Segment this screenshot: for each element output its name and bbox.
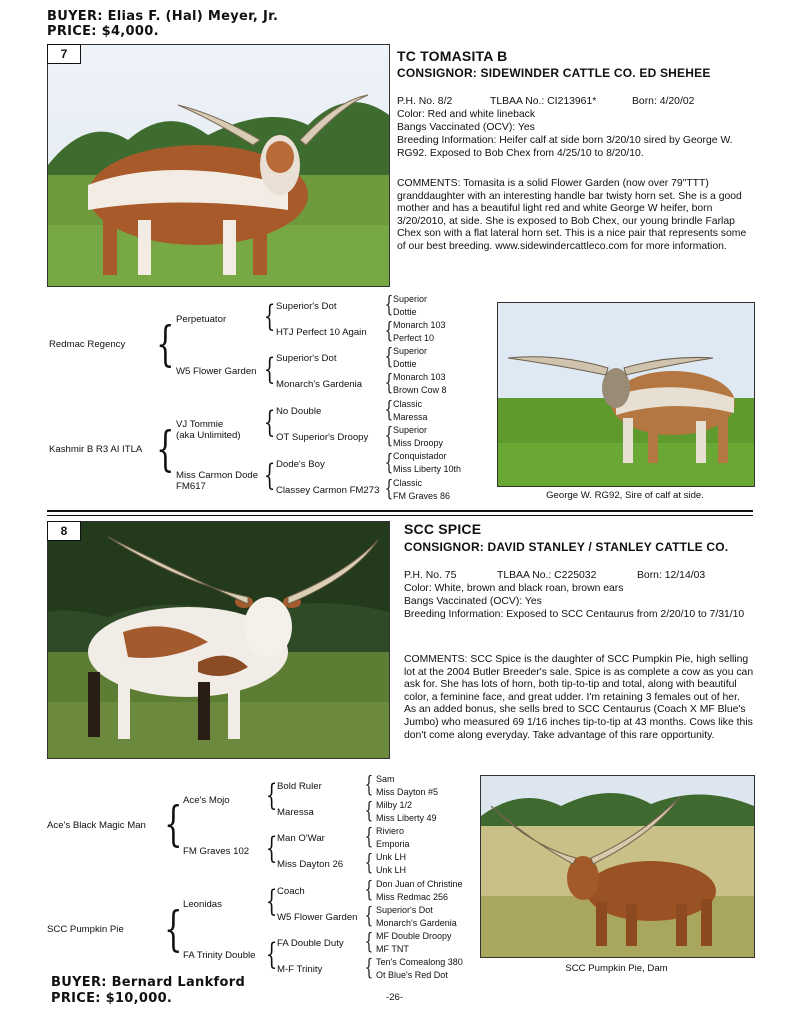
lot8-cow-photo bbox=[47, 521, 390, 759]
lot7-ped-g3-7: Dode's Boy bbox=[276, 459, 325, 470]
lot-separator-thin bbox=[47, 515, 753, 516]
lot7-ped-g4-14: Miss Liberty 10th bbox=[393, 464, 462, 474]
lot8-color: Color: White, brown and black roan, brown ears bbox=[404, 583, 624, 594]
lot8-dam-caption: SCC Pumpkin Pie, Dam bbox=[565, 963, 668, 974]
lot7-ped-g4-10: Maressa bbox=[393, 412, 428, 422]
lot8-ped-g4-15: Ten's Comealong 380 bbox=[376, 957, 463, 967]
lot7-ped-g3-3: Superior's Dot bbox=[276, 353, 337, 364]
lot8-ped-g3-5: Coach bbox=[277, 886, 305, 897]
lot7-tlbaa-number: TLBAA No.: CI213961* bbox=[490, 96, 597, 107]
lot7-comments: COMMENTS: Tomasita is a solid Flower Garden (now over 79"TTT) granddaughter with an interesting handle bar twisty horn set. She is a good mother and has a beautiful light red and white George W heifer, born 3/20/2010, at side. She is exposed to Bob Chex, our young brindle Farlap Chex son with a flat lateral horn set. This is a nice pair that represents some of our best breeding. www.sidewindercattleco.com for more information. bbox=[397, 178, 747, 252]
lot7-ped-g2-4: Miss Carmon Dode FM617 bbox=[176, 470, 259, 492]
lot7-consignor: CONSIGNOR: SIDEWINDER CATTLE CO. ED SHEHEE bbox=[397, 66, 711, 80]
lot7-ped-g4-6: Dottie bbox=[393, 359, 417, 369]
top-buyer-name: BUYER: Elias F. (Hal) Meyer, Jr. bbox=[47, 9, 279, 24]
lot8-ped-g4-1: Sam bbox=[376, 774, 395, 784]
lot8-breeding-info: Breeding Information: Exposed to SCC Centaurus from 2/20/10 to 7/31/10 bbox=[404, 609, 745, 620]
lot7-ped-g2-3: VJ Tommie (aka Unlimited) bbox=[176, 419, 241, 441]
lot7-ped-g4-12: Miss Droopy bbox=[393, 438, 444, 448]
lot7-ped-g4-2: Dottie bbox=[393, 307, 417, 317]
lot8-ped-dam: SCC Pumpkin Pie bbox=[47, 924, 124, 935]
lot7-ped-g4-15: Classic bbox=[393, 478, 423, 488]
lot8-ped-g4-13: MF Double Droopy bbox=[376, 931, 452, 941]
lot7-brace-g3-6: { bbox=[384, 424, 394, 449]
lot8-ped-g4-5: Riviero bbox=[376, 826, 405, 836]
lot8-ped-g4-2: Miss Dayton #5 bbox=[376, 787, 439, 797]
lot7-ped-g4-1: Superior bbox=[393, 294, 428, 304]
lot8-number-badge: 8 bbox=[47, 521, 81, 541]
lot7-ped-dam: Kashmir B R3 AI ITLA bbox=[49, 444, 143, 455]
top-buyer-price: PRICE: $4,000. bbox=[47, 24, 159, 39]
lot7-brace-g3-5: { bbox=[384, 398, 394, 423]
lot7-animal-name: TC TOMASITA B bbox=[397, 48, 508, 64]
lot7-brace-g2-3: { bbox=[263, 405, 276, 440]
lot7-ped-g4-13: Conquistador bbox=[393, 451, 447, 461]
lot7-ped-g4-4: Perfect 10 bbox=[393, 333, 435, 343]
lot7-number-badge: 7 bbox=[47, 44, 81, 64]
lot7-brace-g3-3: { bbox=[384, 345, 394, 370]
lot8-brace-g3-1: { bbox=[364, 773, 374, 798]
page-number: -26- bbox=[386, 992, 404, 1003]
lot7-sire-photo bbox=[497, 302, 755, 487]
lot8-tlbaa-number: TLBAA No.: C225032 bbox=[497, 570, 597, 581]
lot7-ped-g3-5: No Double bbox=[276, 406, 322, 417]
lot8-birth-date: Born: 12/14/03 bbox=[637, 570, 706, 581]
lot7-ped-g4-3: Monarch 103 bbox=[393, 320, 446, 330]
lot7-breeding-info: Breeding Information: Heifer calf at side born 3/20/10 sired by George W. RG92. Exposed to Bob Chex from 4/25/10 to 8/20/10. bbox=[397, 135, 733, 159]
lot8-ped-g4-4: Miss Liberty 49 bbox=[376, 813, 437, 823]
lot8-ped-g4-16: Ot Blue's Red Dot bbox=[376, 970, 448, 980]
lot8-ped-g3-1: Bold Ruler bbox=[277, 781, 322, 792]
lot7-brace-g3-2: { bbox=[384, 319, 394, 344]
lot8-ped-g3-7: FA Double Duty bbox=[277, 938, 344, 949]
lot7-ped-g3-2: HTJ Perfect 10 Again bbox=[276, 327, 367, 338]
lot8-ph-number: P.H. No. 75 bbox=[404, 570, 457, 581]
lot8-ped-g3-8: M-F Trinity bbox=[277, 964, 323, 975]
lot7-ped-g3-6: OT Superior's Droopy bbox=[276, 432, 369, 443]
lot7-ped-g4-11: Superior bbox=[393, 425, 428, 435]
lot8-ped-g4-7: Unk LH bbox=[376, 852, 407, 862]
bottom-buyer-name: BUYER: Bernard Lankford bbox=[51, 975, 246, 990]
lot8-consignor: CONSIGNOR: DAVID STANLEY / STANLEY CATTLE CO. bbox=[404, 540, 729, 554]
lot8-brace-sire: { bbox=[164, 796, 183, 852]
lot7-brace-g2-4: { bbox=[263, 458, 276, 493]
lot8-brace-g3-3: { bbox=[364, 825, 374, 850]
lot8-ped-g3-6: W5 Flower Garden bbox=[277, 912, 358, 923]
lot8-ped-g3-4: Miss Dayton 26 bbox=[277, 859, 344, 870]
lot8-animal-name: SCC SPICE bbox=[404, 521, 482, 537]
lot7-ped-g2-1: Perpetuator bbox=[176, 314, 227, 325]
lot7-brace-g3-7: { bbox=[384, 451, 394, 476]
lot7-cow-photo bbox=[47, 44, 390, 287]
lot8-brace-g3-7: { bbox=[364, 930, 374, 955]
lot7-brace-sire: { bbox=[156, 316, 175, 372]
lot7-brace-dam: { bbox=[156, 421, 175, 477]
lot7-bangs: Bangs Vaccinated (OCV): Yes bbox=[397, 122, 535, 133]
lot-separator-thick bbox=[47, 510, 753, 512]
lot8-bangs: Bangs Vaccinated (OCV): Yes bbox=[404, 596, 542, 607]
lot8-ped-g4-3: Milby 1/2 bbox=[376, 800, 413, 810]
lot8-brace-g3-6: { bbox=[364, 904, 374, 929]
lot8-ped-g4-9: Don Juan of Christine bbox=[376, 879, 463, 889]
lot8-brace-g3-4: { bbox=[364, 851, 374, 876]
lot8-brace-g2-1: { bbox=[265, 778, 278, 813]
lot7-birth-date: Born: 4/20/02 bbox=[632, 96, 695, 107]
lot7-ped-g4-9: Classic bbox=[393, 399, 423, 409]
lot8-ped-g2-2: FM Graves 102 bbox=[183, 846, 250, 857]
lot8-ped-g4-14: MF TNT bbox=[376, 944, 409, 954]
lot7-brace-g3-1: { bbox=[384, 293, 394, 318]
lot7-ped-g2-2: W5 Flower Garden bbox=[176, 366, 257, 377]
lot7-color: Color: Red and white lineback bbox=[397, 109, 536, 120]
lot8-ped-sire: Ace's Black Magic Man bbox=[47, 820, 146, 831]
lot8-ped-g2-3: Leonidas bbox=[183, 899, 222, 910]
lot7-ped-g4-8: Brown Cow 8 bbox=[393, 385, 447, 395]
lot8-brace-g3-5: { bbox=[364, 878, 374, 903]
lot8-comments: COMMENTS: SCC Spice is the daughter of SCC Pumpkin Pie, high selling lot at the 2004 Butler Breeder's sale. Spice is as complete a cow as you can ask for. She has lots of horn, both tip-to-tip and total, along with beautiful color, a feminine face, and great udder. I'm retaining 3 females out of her. As an added bonus, she sells bred to SCC Centaurus (Coach X MF Blue's Jumbo) who measured 69 1/16 inches tip-to-tip at 43 months. Cows like this don't come along everyday. Take advantage of this rare opportunity. bbox=[404, 654, 754, 741]
lot8-ped-g2-4: FA Trinity Double bbox=[183, 950, 256, 961]
lot8-ped-g2-1: Ace's Mojo bbox=[183, 795, 230, 806]
lot7-ph-number: P.H. No. 8/2 bbox=[397, 96, 453, 107]
lot7-ped-g4-16: FM Graves 86 bbox=[393, 491, 451, 501]
lot8-brace-g2-4: { bbox=[265, 937, 278, 972]
lot7-ped-sire: Redmac Regency bbox=[49, 339, 126, 350]
bottom-buyer-price: PRICE: $10,000. bbox=[51, 991, 173, 1006]
lot7-brace-g3-8: { bbox=[384, 477, 394, 502]
lot7-brace-g2-1: { bbox=[263, 299, 276, 334]
lot8-ped-g3-2: Maressa bbox=[277, 807, 314, 818]
lot8-ped-g3-3: Man O'War bbox=[277, 833, 325, 844]
lot7-ped-g4-5: Superior bbox=[393, 346, 428, 356]
lot8-brace-g3-2: { bbox=[364, 799, 374, 824]
lot8-brace-g2-3: { bbox=[265, 884, 278, 919]
lot7-ped-g3-1: Superior's Dot bbox=[276, 301, 337, 312]
lot7-sire-caption: George W. RG92, Sire of calf at side. bbox=[546, 490, 704, 501]
lot8-brace-g2-2: { bbox=[265, 831, 278, 866]
lot8-dam-photo bbox=[480, 775, 755, 958]
lot7-ped-g3-8: Classey Carmon FM273 bbox=[276, 485, 380, 496]
lot8-ped-g4-11: Superior's Dot bbox=[376, 905, 433, 915]
lot8-ped-g4-8: Unk LH bbox=[376, 865, 407, 875]
lot8-ped-g4-12: Monarch's Gardenia bbox=[376, 918, 457, 928]
lot8-brace-g3-8: { bbox=[364, 956, 374, 981]
lot7-ped-g4-7: Monarch 103 bbox=[393, 372, 446, 382]
lot7-brace-g3-4: { bbox=[384, 371, 394, 396]
lot7-brace-g2-2: { bbox=[263, 352, 276, 387]
lot8-brace-dam: { bbox=[164, 901, 183, 957]
lot7-ped-g3-4: Monarch's Gardenia bbox=[276, 379, 363, 390]
lot8-ped-g4-6: Emporia bbox=[376, 839, 410, 849]
lot8-ped-g4-10: Miss Redmac 256 bbox=[376, 892, 449, 902]
